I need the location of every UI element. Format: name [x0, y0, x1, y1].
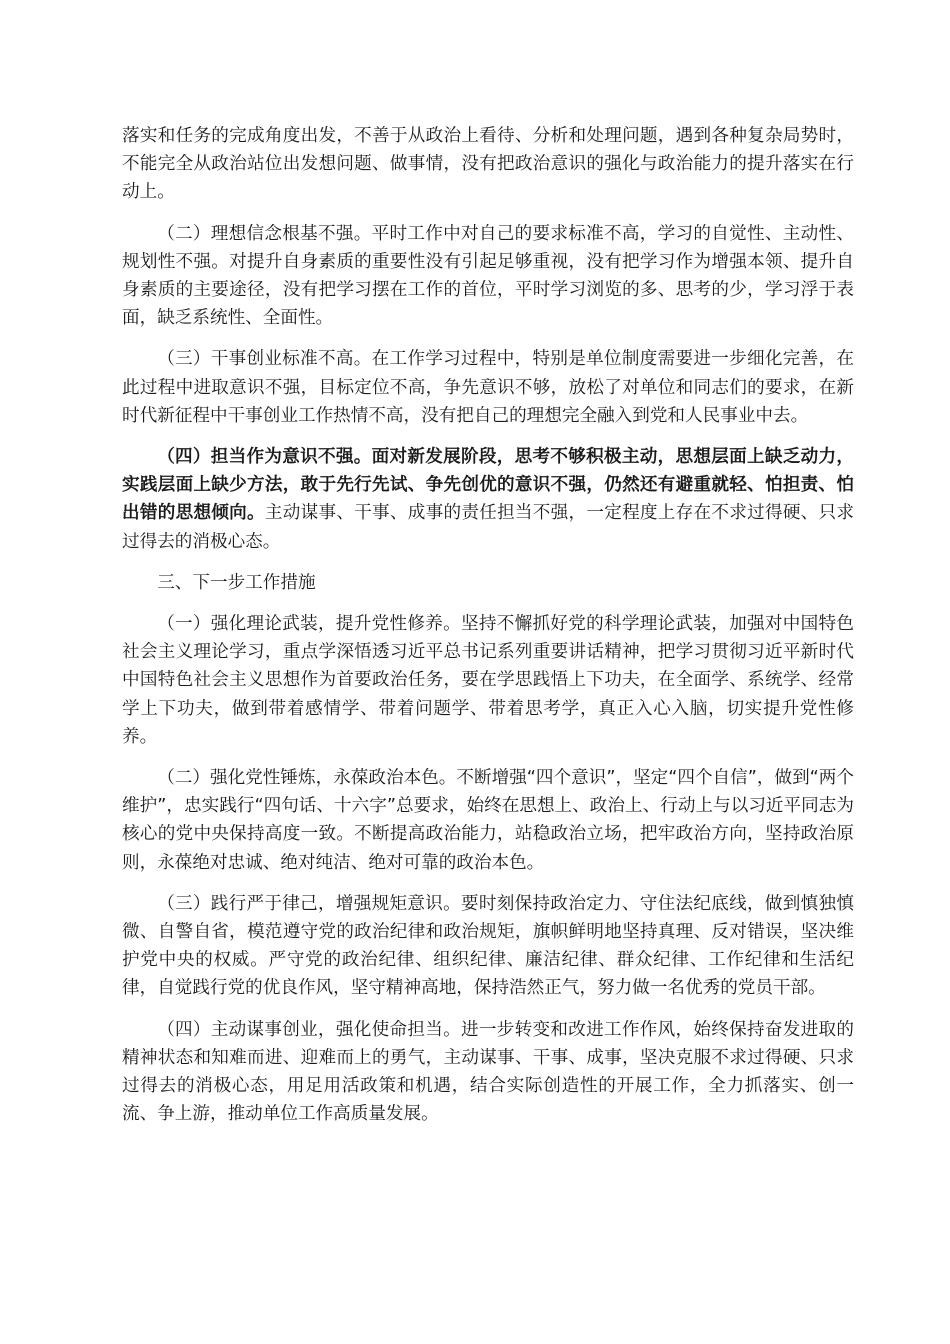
paragraph-responsibility — [122, 443, 854, 556]
document-body — [122, 122, 854, 1142]
measure-discipline: （三）践行严于律己，增强规矩意识。要时刻保持政治定力、守住法纪底线，做到慎独慎微、自警自省，模范遵守党的政治纪律和政治规矩，旗帜鲜明地坚持真理、反对错误，坚决维护党中央的权威。严守党的政治纪律、组织纪律、廉洁纪律、群众纪律、工作纪律和生活纪律，自觉践行党的优良作风，坚守精神高地，保持浩然正气，努力做一名优秀的党员干部。 — [122, 893, 854, 999]
measure-theory: （一）强化理论武装，提升党性修养。坚持不懈抓好党的科学理论武装，加强对中国特色社会主义理论学习，重点学深悟透习近平总书记系列重要讲话精神，把学习贯彻习近平新时代中国特色社会主义思想作为首要政治任务，要在学思践悟上下功夫，在全面学、系统学、经常学上下功夫，做到带着感情学、带着问题学、带着思考学，真正入心入脑，切实提升党性修养。 — [122, 614, 854, 747]
measure-party-spirit: （二）强化党性锤炼，永葆政治本色。不断增强“四个意识”，坚定“四个自信”，做到“两个维护”，忠实践行“四句话、十六字”总要求，始终在思想上、政治上、行动上与以习近平同志为核心的党中央保持高度一致。不断提高政治能力，站稳政治立场，把牢政治方向，坚持政治原则，永葆绝对忠诚、绝对纯洁、绝对可靠的政治本色。 — [122, 768, 854, 873]
paragraph-work-standards: （三）干事创业标准不高。在工作学习过程中，特别是单位制度需要进一步细化完善，在此过程中进取意识不强，目标定位不高，争先意识不够，放松了对单位和同志们的要求，在新时代新征程中干事创业工作热情不高，没有把自己的理想完全融入到党和人民事业中去。 — [122, 349, 854, 426]
paragraph-continuation: 落实和任务的完成角度出发，不善于从政治上看待、分析和处理问题，遇到各种复杂局势时，不能完全从政治站位出发想问题、做事情，没有把政治意识的强化与政治能力的提升落实在行动上。 — [122, 126, 854, 203]
paragraph-responsibility-rest: 主动谋事、干事、成事的责任担当不强，一定程度上存在不求过得硬、只求过得去的消极心态。 — [122, 503, 854, 552]
section-heading: 三、下一步工作措施 — [157, 572, 316, 593]
paragraph-ideals-beliefs: （二）理想信念根基不强。平时工作中对自己的要求标准不高，学习的自觉性、主动性、规划性不强。对提升自身素质的重要性没有引起足够重视，没有把学习作为增强本领、提升自身素质的主要途径，没有把学习摆在工作的首位，平时学习浏览的多、思考的少，学习浮于表面，缺乏系统性、全面性。 — [122, 223, 854, 329]
measure-mission: （四）主动谋事创业，强化使命担当。进一步转变和改进工作作风，始终保持奋发进取的精神状态和知难而进、迎难而上的勇气，主动谋事、干事、成事，坚决克服不求过得硬、只求过得去的消极心态，用足用活政策和机遇，结合实际创造性的开展工作，全力抓落实、创一流、争上游，推动单位工作高质量发展。 — [122, 1019, 854, 1125]
paragraph-responsibility-bold: （四）担当作为意识不强。面对新发展阶段，思考不够积极主动，思想层面上缺乏动力，实践层面上缺少方法，敢于先行先试、争先创优的意识不强，仍然还有避重就轻、怕担责、怕出错的思想倾向。 — [122, 447, 854, 524]
